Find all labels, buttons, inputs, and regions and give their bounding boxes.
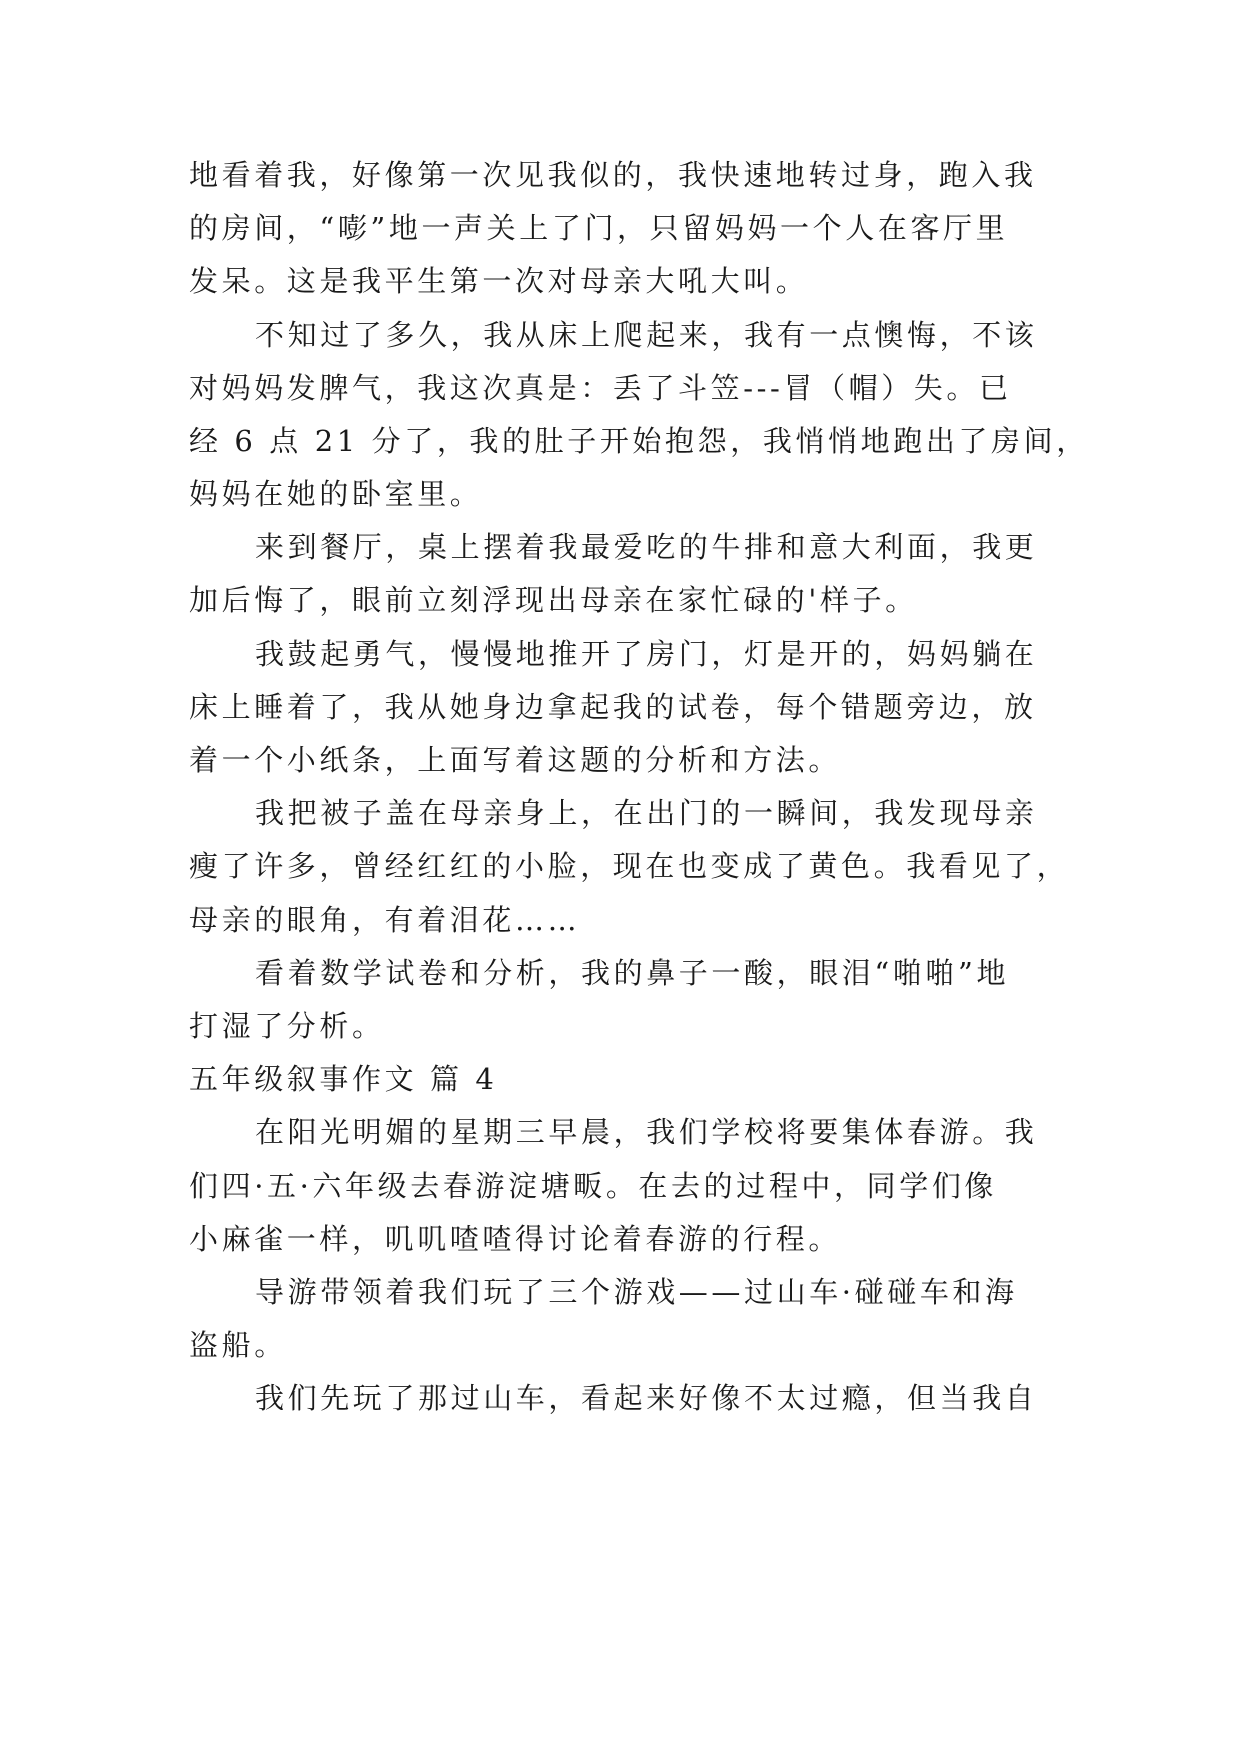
- text-line: 导游带领着我们玩了三个游戏——过山车·碰碰车和海: [255, 1275, 1018, 1309]
- text-line: 经 6 点 21 分了，我的肚子开始抱怨，我悄悄地跑出了房间，: [189, 424, 1089, 458]
- text-line: 看着数学试卷和分析，我的鼻子一酸，眼泪“啪啪”地: [255, 956, 1010, 990]
- text-line: 来到餐厅，桌上摆着我最爱吃的牛排和意大利面，我更: [255, 530, 1038, 564]
- section-heading: 五年级叙事作文 篇 4: [189, 1062, 498, 1096]
- text-line: 妈妈在她的卧室里。: [189, 477, 483, 511]
- text-line: 我们先玩了那过山车，看起来好像不太过瘾，但当我自: [255, 1381, 1038, 1415]
- text-line: 小麻雀一样，叽叽喳喳得讨论着春游的行程。: [189, 1222, 842, 1256]
- text-line: 我鼓起勇气，慢慢地推开了房门，灯是开的，妈妈躺在: [255, 637, 1038, 671]
- text-line: 我把被子盖在母亲身上，在出门的一瞬间，我发现母亲: [255, 796, 1038, 830]
- text-line: 打湿了分析。: [189, 1009, 385, 1043]
- text-line: 盗船。: [189, 1328, 287, 1362]
- text-line: 地看着我，好像第一次见我似的，我快速地转过身，跑入我: [189, 158, 1037, 192]
- text-line: 不知过了多久，我从床上爬起来，我有一点懊悔，不该: [255, 318, 1038, 352]
- text-line: 对妈妈发脾气，我这次真是：丢了斗笠---冒（帽）失。已: [189, 371, 1012, 405]
- text-line: 加后悔了，眼前立刻浮现出母亲在家忙碌的'样子。: [189, 583, 918, 617]
- text-line: 的房间，“嘭”地一声关上了门，只留妈妈一个人在客厅里: [189, 211, 1009, 245]
- text-line: 着一个小纸条，上面写着这题的分析和方法。: [189, 743, 842, 777]
- text-line: 瘦了许多，曾经红红的小脸，现在也变成了黄色。我看见了，: [189, 849, 1070, 883]
- text-line: 母亲的眼角，有着泪花……: [189, 903, 581, 937]
- text-line: 们四·五·六年级去春游淀塘畈。在去的过程中，同学们像: [189, 1169, 998, 1203]
- text-line: 床上睡着了，我从她身边拿起我的试卷，每个错题旁边，放: [189, 690, 1037, 724]
- text-line: 发呆。这是我平生第一次对母亲大吼大叫。: [189, 264, 809, 298]
- text-line: 在阳光明媚的星期三早晨，我们学校将要集体春游。我: [255, 1115, 1038, 1149]
